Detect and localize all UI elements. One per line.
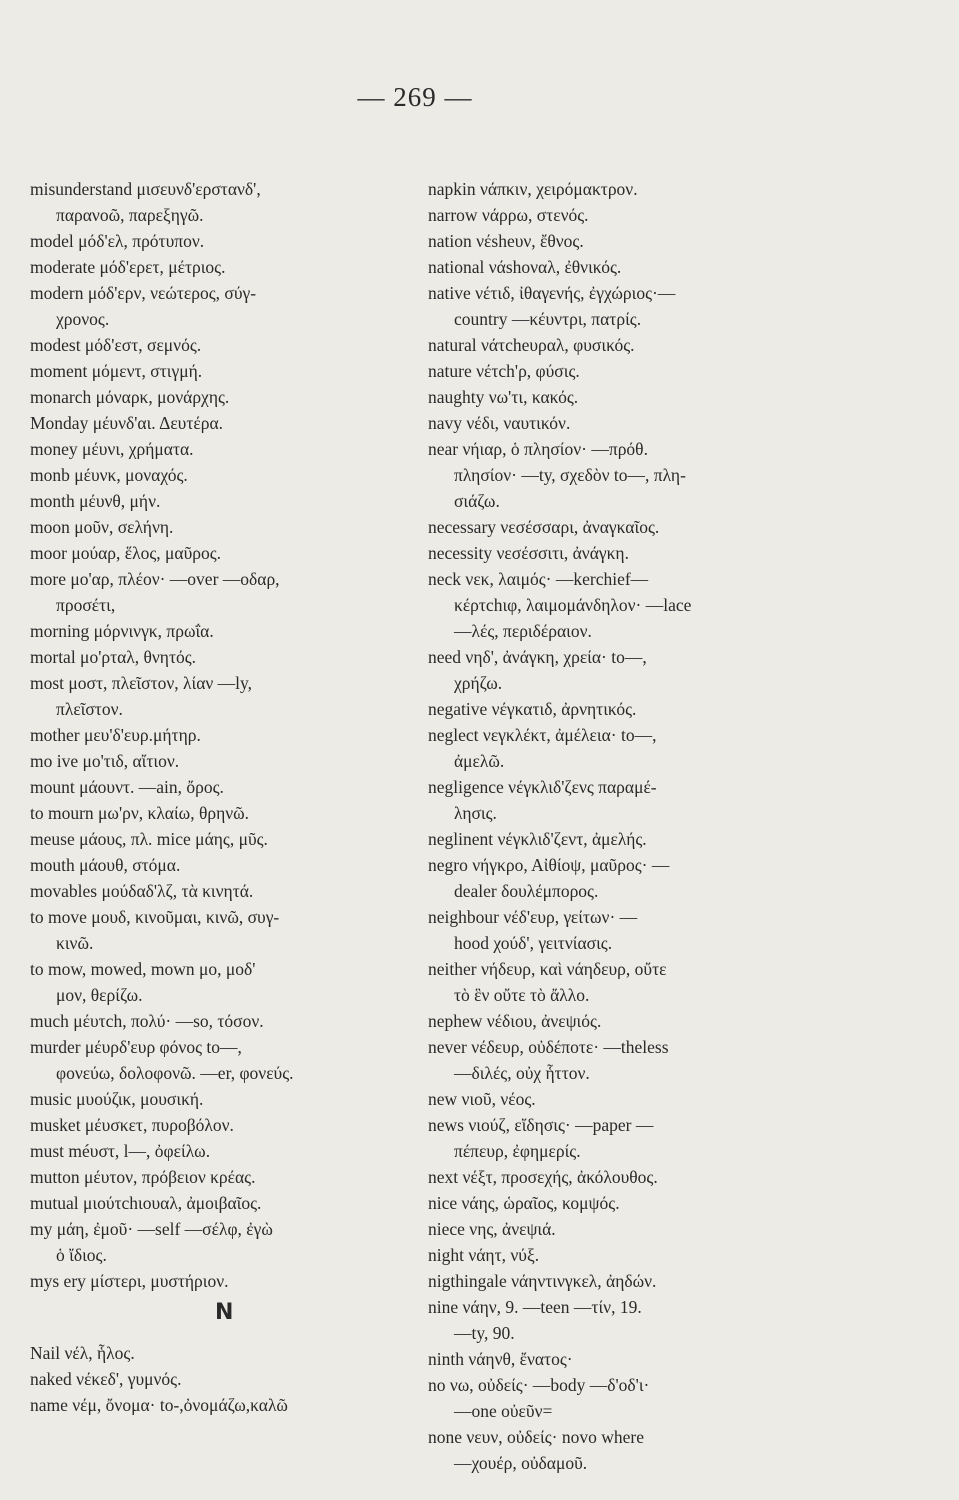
dictionary-line: near νήιαρ, ὁ πλησίον· —πρόθ. (428, 439, 648, 459)
dictionary-line: moon μοῦν, σελήνη. (30, 517, 174, 537)
section-letter: N (215, 1300, 234, 1325)
dictionary-line: Monday μέυνδ'αι. Δευτέρα. (30, 413, 223, 433)
dictionary-line: negligence νέγκλιδ'ζενς παραμέ- (428, 777, 657, 797)
dictionary-line: —one οὐεῦν= (454, 1401, 553, 1421)
dictionary-line: native νέτιδ, ἰθαγενής, ἐγχώριος·— (428, 283, 676, 303)
dictionary-line: neglect νεγκλέκτ, ἀμέλεια· to—, (428, 725, 657, 745)
dictionary-line: προσέτι, (56, 595, 116, 615)
dictionary-line: monb μέυνκ, μοναχός. (30, 465, 188, 485)
dictionary-line: nice νάης, ὡραῖος, κομψός. (428, 1193, 620, 1213)
dictionary-line: mouth μάουθ, στόμα. (30, 855, 181, 875)
dictionary-line: παρανοῶ, παρεξηγῶ. (56, 205, 204, 225)
dictionary-line: —ty, 90. (454, 1323, 515, 1343)
dictionary-line: negative νέγκατιδ, ἀρνητικός. (428, 699, 637, 719)
dictionary-line: most μοστ, πλεῖστον, λίαν —ly, (30, 673, 253, 693)
dictionary-line: month μέυνθ, μήν. (30, 491, 161, 511)
dictionary-line: neighbour νέδ'ευρ, γείτων· — (428, 907, 638, 927)
dictionary-line: κινῶ. (56, 933, 94, 953)
dictionary-line: nature νέτch'ρ, φύσις. (428, 361, 580, 381)
dictionary-line: nephew νέδιου, ἀνεψιός. (428, 1011, 602, 1031)
dictionary-line: to mourn μω'ρν, κλαίω, θρηνῶ. (30, 803, 250, 823)
dictionary-line: to mow, mowed, mown μο, μοδ' (30, 959, 256, 979)
dictionary-line: movables μούδαδ'λζ, τὰ κινητά. (30, 881, 254, 901)
dictionary-line: next νέξτ, προσεχής, ἀκόλουθος. (428, 1167, 658, 1187)
dictionary-line: need νηδ', ἀνάγκη, χρεία· to—, (428, 647, 647, 667)
dictionary-line: meuse μάους, πλ. mice μάης, μῦς. (30, 829, 268, 849)
dictionary-line: —λές, περιδέραιον. (454, 621, 592, 641)
dictionary-line: musket μέυσκετ, πυροβόλον. (30, 1115, 234, 1135)
dictionary-line: mother μευ'δ'ευρ.μήτηρ. (30, 725, 201, 745)
dictionary-line: Nail νέλ, ἧλος. (30, 1343, 135, 1363)
dictionary-line: never νέδευρ, οὐδέποτε· —theless (428, 1037, 669, 1057)
dictionary-line: necessity νεσέσσιτι, ἀνάγκη. (428, 543, 629, 563)
dictionary-line: mount μάουντ. —ain, ὄρος. (30, 777, 224, 797)
dictionary-line: morning μόρνινγκ, πρωΐα. (30, 621, 214, 641)
dictionary-line: mutton μέυτον, πρόβειον κρέας. (30, 1167, 256, 1187)
left-column-lower (30, 1340, 420, 1418)
dictionary-line: naked νέκεδ', γυμνός. (30, 1369, 182, 1389)
dictionary-line: ninth νάηνθ, ἔνατος· (428, 1349, 573, 1369)
dictionary-line: nigthingale νάηντινγκελ, ἀηδών. (428, 1271, 657, 1291)
dictionary-line: σιάζω. (454, 491, 500, 511)
dictionary-line: name νέμ, ὄνομα· to-,ὀνομάζω,καλῶ (30, 1395, 288, 1415)
right-column (428, 176, 828, 1476)
dictionary-line: news νιούζ, εἴδησις· —paper — (428, 1115, 654, 1135)
dictionary-line: narrow νάρρω, στενός. (428, 205, 589, 225)
dictionary-line: mys ery μίστερι, μυστήριον. (30, 1271, 229, 1291)
dictionary-line: λησις. (454, 803, 497, 823)
dictionary-line: moderate μόδ'ερετ, μέτριος. (30, 257, 226, 277)
dictionary-line: neglinent νέγκλιδ'ζεντ, ἀμελής. (428, 829, 647, 849)
left-column (30, 176, 420, 1294)
dictionary-line: nine νάην, 9. —teen —τίν, 19. (428, 1297, 642, 1317)
dictionary-line: murder μέυρδ'ευρ φόνος to—, (30, 1037, 242, 1057)
dictionary-line: πέπευρ, ἐφημερίς. (454, 1141, 581, 1161)
dictionary-line: necessary νεσέσσαρι, ἀναγκαῖος. (428, 517, 660, 537)
dictionary-line: modest μόδ'εστ, σεμνός. (30, 335, 202, 355)
dictionary-line: more μο'αρ, πλέον· —over —οδαρ, (30, 569, 280, 589)
dictionary-line: τὸ ἓν οὔτε τὸ ἄλλο. (454, 985, 590, 1005)
dictionary-line: χρονος. (56, 309, 110, 329)
dictionary-line: ἀμελῶ. (454, 751, 505, 771)
dictionary-line: —χουέρ, οὐδαμοῦ. (454, 1453, 588, 1473)
dictionary-line: nation νέsheυν, ἔθνος. (428, 231, 584, 251)
dictionary-line: moment μόμεντ, στιγμή. (30, 361, 203, 381)
dictionary-line: χρήζω. (454, 673, 503, 693)
dictionary-line: new νιοῦ, νέος. (428, 1089, 536, 1109)
dictionary-line: my μάη, ἐμοῦ· —self —σέλφ, ἐγὼ (30, 1219, 273, 1239)
dictionary-line: neck νεκ, λαιμός· —kerchief— (428, 569, 649, 589)
dictionary-line: πλεῖστον. (56, 699, 123, 719)
dictionary-line: negro νήγκρο, Αἰθίοψ, μαῦρος· — (428, 855, 670, 875)
dictionary-line: ὁ ἴδιος. (56, 1245, 107, 1265)
dictionary-line: dealer δουλέμπορος. (454, 881, 599, 901)
dictionary-line: πλησίον· —ty, σχεδὸν to—, πλη- (454, 465, 686, 485)
dictionary-line: night νάητ, νύξ. (428, 1245, 540, 1265)
dictionary-line: mo ive μο'τιδ, αἴτιον. (30, 751, 180, 771)
dictionary-line: naughty νω'τι, κακός. (428, 387, 579, 407)
dictionary-line: national νάshoναλ, ἐθνικός. (428, 257, 622, 277)
dictionary-line: must méυστ, l—, ὀφείλω. (30, 1141, 211, 1161)
dictionary-line: napkin νάπκιν, χειρόμακτρον. (428, 179, 638, 199)
dictionary-line: μον, θερίζω. (56, 985, 143, 1005)
dictionary-line: to move μουδ, κινοῦμαι, κινῶ, συγ- (30, 907, 280, 927)
dictionary-line: navy νέδι, ναυτικόν. (428, 413, 571, 433)
dictionary-line: mortal μο'ρταλ, θνητός. (30, 647, 197, 667)
dictionary-line: model μόδ'ελ, πρότυπον. (30, 231, 205, 251)
dictionary-line: κέρτchιφ, λαιμομάνδηλον· —lace (454, 595, 692, 615)
dictionary-line: —διλές, οὐχ ἧττον. (454, 1063, 590, 1083)
dictionary-line: country —κέυντρι, πατρίς. (454, 309, 642, 329)
dictionary-line: niece νης, ἀνεψιά. (428, 1219, 556, 1239)
dictionary-line: misunderstand μισευνδ'ερστανδ', (30, 179, 261, 199)
dictionary-line: much μέυτch, πολύ· —so, τόσον. (30, 1011, 264, 1031)
dictionary-line: music μυούζικ, μουσική. (30, 1089, 204, 1109)
dictionary-line: no νω, οὐδείς· —body —δ'οδ'ι· (428, 1375, 650, 1395)
dictionary-line: moor μούαρ, ἕλος, μαῦρος. (30, 543, 222, 563)
dictionary-line: monarch μόναρκ, μονάρχης. (30, 387, 230, 407)
dictionary-line: neither νήδευρ, καὶ νάηδευρ, οὔτε (428, 959, 667, 979)
dictionary-line: money μέυνι, χρήματα. (30, 439, 194, 459)
dictionary-line: natural νάτcheυραλ, φυσικός. (428, 335, 635, 355)
dictionary-line: φονεύω, δολοφονῶ. —er, φονεύς. (56, 1063, 294, 1083)
dictionary-line: mutual μιούτchιουαλ, ἀμοιβαῖος. (30, 1193, 262, 1213)
dictionary-line: hood χούδ', γειτνίασις. (454, 933, 613, 953)
page-number: — 269 — (357, 82, 473, 112)
dictionary-line: modern μόδ'ερν, νεώτερος, σύγ- (30, 283, 257, 303)
dictionary-line: none νευν, οὐδείς· novo where (428, 1427, 644, 1447)
